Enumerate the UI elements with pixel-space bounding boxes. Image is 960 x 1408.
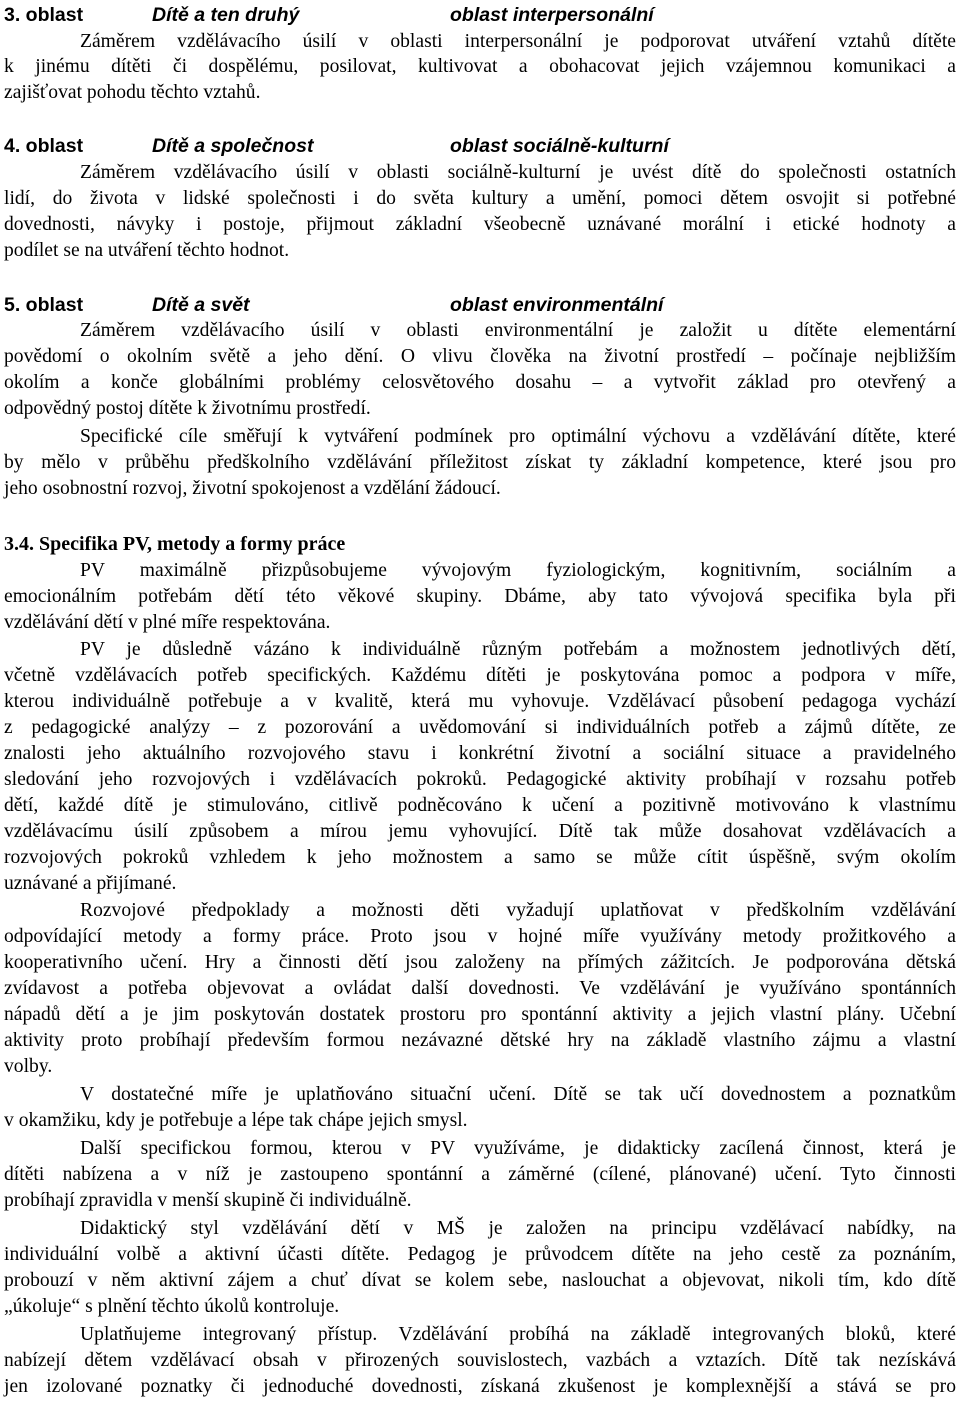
- paragraph-line: Záměrem vzdělávacího úsilí v oblasti interpersonální je podporovat utváření vztahů dítěte: [80, 31, 956, 52]
- paragraph-line: emocionálním potřebám dětí této věkové skupiny. Dbáme, aby tato vývojová specifika byla při: [4, 586, 956, 607]
- paragraph-line: Didaktický styl vzdělávání dětí v MŠ je založen na principu vzdělávací nabídky, na: [80, 1218, 956, 1239]
- paragraph-line: „úkoluje“ s plnění těchto úkolů kontroluje.: [4, 1296, 340, 1317]
- paragraph-line: rozvojových pokroků vzhledem k jeho možnostem a samo se může cítit úspěšně, svým okolím: [4, 847, 956, 868]
- paragraph-line: individuální volbě a aktivní účasti dítěte. Pedagog je průvodcem dítěte na jeho cestě za poznáním,: [4, 1244, 956, 1265]
- section-heading: [4, 2, 956, 28]
- paragraph-line: podílet se na utváření těchto hodnot.: [4, 240, 290, 261]
- paragraph-line: aktivity proto probíhají především formou nezávazné dětské hry na základě vlastního zájmu a vlastní: [4, 1030, 956, 1051]
- paragraph-line: okolím a konče globálními problémy celosvětového dosahu – a vytvořit základ pro otevřený a: [4, 372, 956, 393]
- paragraph-line: vzdělávání dětí v plné míře respektována.: [4, 612, 331, 633]
- heading-area: oblast environmentální: [450, 294, 664, 316]
- heading-title: Dítě a společnost: [152, 135, 314, 157]
- subsection-heading: 3.4. Specifika PV, metody a formy práce: [4, 533, 346, 555]
- paragraph-line: V dostatečné míře je uplatňováno situační učení. Dítě se tak učí dovednostem a poznatkům: [80, 1084, 956, 1105]
- paragraph-line: volby.: [4, 1056, 53, 1077]
- heading-title: Dítě a svět: [152, 294, 250, 316]
- paragraph-line: Záměrem vzdělávacího úsilí v oblasti sociálně-kulturní je uvést dítě do společnosti ostatních: [80, 162, 956, 183]
- paragraph-line: jen izolované poznatky či jednoduché dovednosti, získaná zkušenost je komplexnější a stává se pro: [4, 1376, 956, 1397]
- paragraph-line: uznávané a přijímané.: [4, 873, 177, 894]
- paragraph-line: vzdělávacímu úsilí způsobem a mírou jemu vyhovující. Dítě tak může dosahovat vzdělávacích a: [4, 821, 956, 842]
- paragraph-line: probouzí v něm aktivní zájem a chuť dívat se kolem sebe, naslouchat a objevovat, nikoli tím, kdo dítě: [4, 1270, 956, 1291]
- heading-number: 3. oblast: [4, 4, 84, 26]
- heading-area: oblast interpersonální: [450, 4, 654, 26]
- paragraph-line: zajišťovat pohodu těchto vztahů.: [4, 82, 261, 103]
- heading-title: Dítě a ten druhý: [152, 4, 300, 26]
- paragraph-line: z pedagogické analýzy – z pozorování a uvědomování si individuálních potřeb a zájmů dítěte, ze: [4, 717, 956, 738]
- paragraph-line: sledování jeho rozvojových i vzdělávacích pokroků. Pedagogické aktivity probíhají v rozsahu potřeb: [4, 769, 956, 790]
- section-heading: [4, 133, 956, 159]
- paragraph-line: nabízejí dětem vzdělávací obsah v přirozených souvislostech, vazbách a vztazích. Dítě tak nezískává: [4, 1350, 956, 1371]
- paragraph-line: v okamžiku, kdy je potřebuje a lépe tak chápe jejich smysl.: [4, 1110, 468, 1131]
- paragraph-line: dovednosti, návyky i postoje, přijmout základní všeobecně uznávané morální i etické hodnoty a: [4, 214, 956, 235]
- paragraph-line: Uplatňujeme integrovaný přístup. Vzdělávání probíhá na základě integrovaných bloků, které: [80, 1324, 956, 1345]
- paragraph-line: Rozvojové předpoklady a možnosti děti vyžadují uplatňovat v předškolním vzdělávání: [80, 900, 956, 921]
- paragraph-line: Záměrem vzdělávacího úsilí v oblasti environmentální je založit u dítěte elementární: [80, 320, 956, 341]
- paragraph-line: povědomí o okolním světě a jeho dění. O vlivu člověka na životní prostředí – počínaje nejbližším: [4, 346, 956, 367]
- paragraph-line: včetně vzdělávacích potřeb specifických. Každému dítěti je poskytována pomoc a podpora v míře,: [4, 665, 956, 686]
- paragraph-line: PV je důsledně vázáno k individuálně různým potřebám a možnostem jednotlivých dětí,: [80, 639, 956, 660]
- heading-area: oblast sociálně-kulturní: [450, 135, 669, 157]
- paragraph-line: dítěti nabízena a v níž je zastoupeno spontánní a záměrné (cílené, plánované) učení. Tyto činnosti: [4, 1164, 956, 1185]
- heading-number: 5. oblast: [4, 294, 84, 316]
- paragraph-line: probíhají zpravidla v menší skupině či individuálně.: [4, 1190, 412, 1211]
- section-heading: [4, 292, 956, 318]
- paragraph-line: znalosti jeho aktuálního rozvojového stavu i konkrétní životní a sociální situace a pravidelného: [4, 743, 956, 764]
- paragraph-line: odpovědný postoj dítěte k životnímu prostředí.: [4, 398, 371, 419]
- paragraph-line: odpovídající metody a formy práce. Proto jsou v hojné míře využívány metody prožitkového a: [4, 926, 956, 947]
- heading-number: 4. oblast: [4, 135, 84, 157]
- paragraph-line: by mělo v průběhu předškolního vzdělávání příležitost získat ty základní kompetence, které jsou pro: [4, 452, 956, 473]
- paragraph-line: kterou individuálně potřebuje a v kvalitě, která mu vyhovuje. Vzdělávací působení pedagoga vychází: [4, 691, 956, 712]
- paragraph-line: k jinému dítěti či dospělému, posilovat, kultivovat a obohacovat jejich vzájemnou komunikaci a: [4, 56, 956, 77]
- paragraph-line: jeho osobnostní rozvoj, životní spokojenost a vzdělání žádoucí.: [4, 478, 501, 499]
- paragraph-line: lidí, do života v lidské společnosti i do světa kultury a umění, pomoci dětem osvojit si potřebné: [4, 188, 956, 209]
- paragraph-line: PV maximálně přizpůsobujeme vývojovým fyziologickým, kognitivním, sociálním a: [80, 560, 956, 581]
- paragraph-line: Specifické cíle směřují k vytváření podmínek pro optimální výchovu a vzdělávání dítěte, které: [80, 426, 956, 447]
- paragraph-line: kooperativního učení. Hry a činnosti dětí jsou založeny na přímých zážitcích. Je podporována dětská: [4, 952, 956, 973]
- paragraph-line: zvídavost a potřeba objevovat a ovládat další dovednosti. Ve vzdělávání je využíváno spontánních: [4, 978, 956, 999]
- paragraph-line: nápadů dětí a je jim poskytován dostatek prostoru pro spontánní aktivity a jejich vlastní plány. Učební: [4, 1004, 956, 1025]
- paragraph-line: dětí, každé dítě je stimulováno, citlivě podněcováno k učení a pozitivně motivováno k vlastnímu: [4, 795, 956, 816]
- paragraph-line: Další specifickou formou, kterou v PV využíváme, je didakticky zacílená činnost, která je: [80, 1138, 956, 1159]
